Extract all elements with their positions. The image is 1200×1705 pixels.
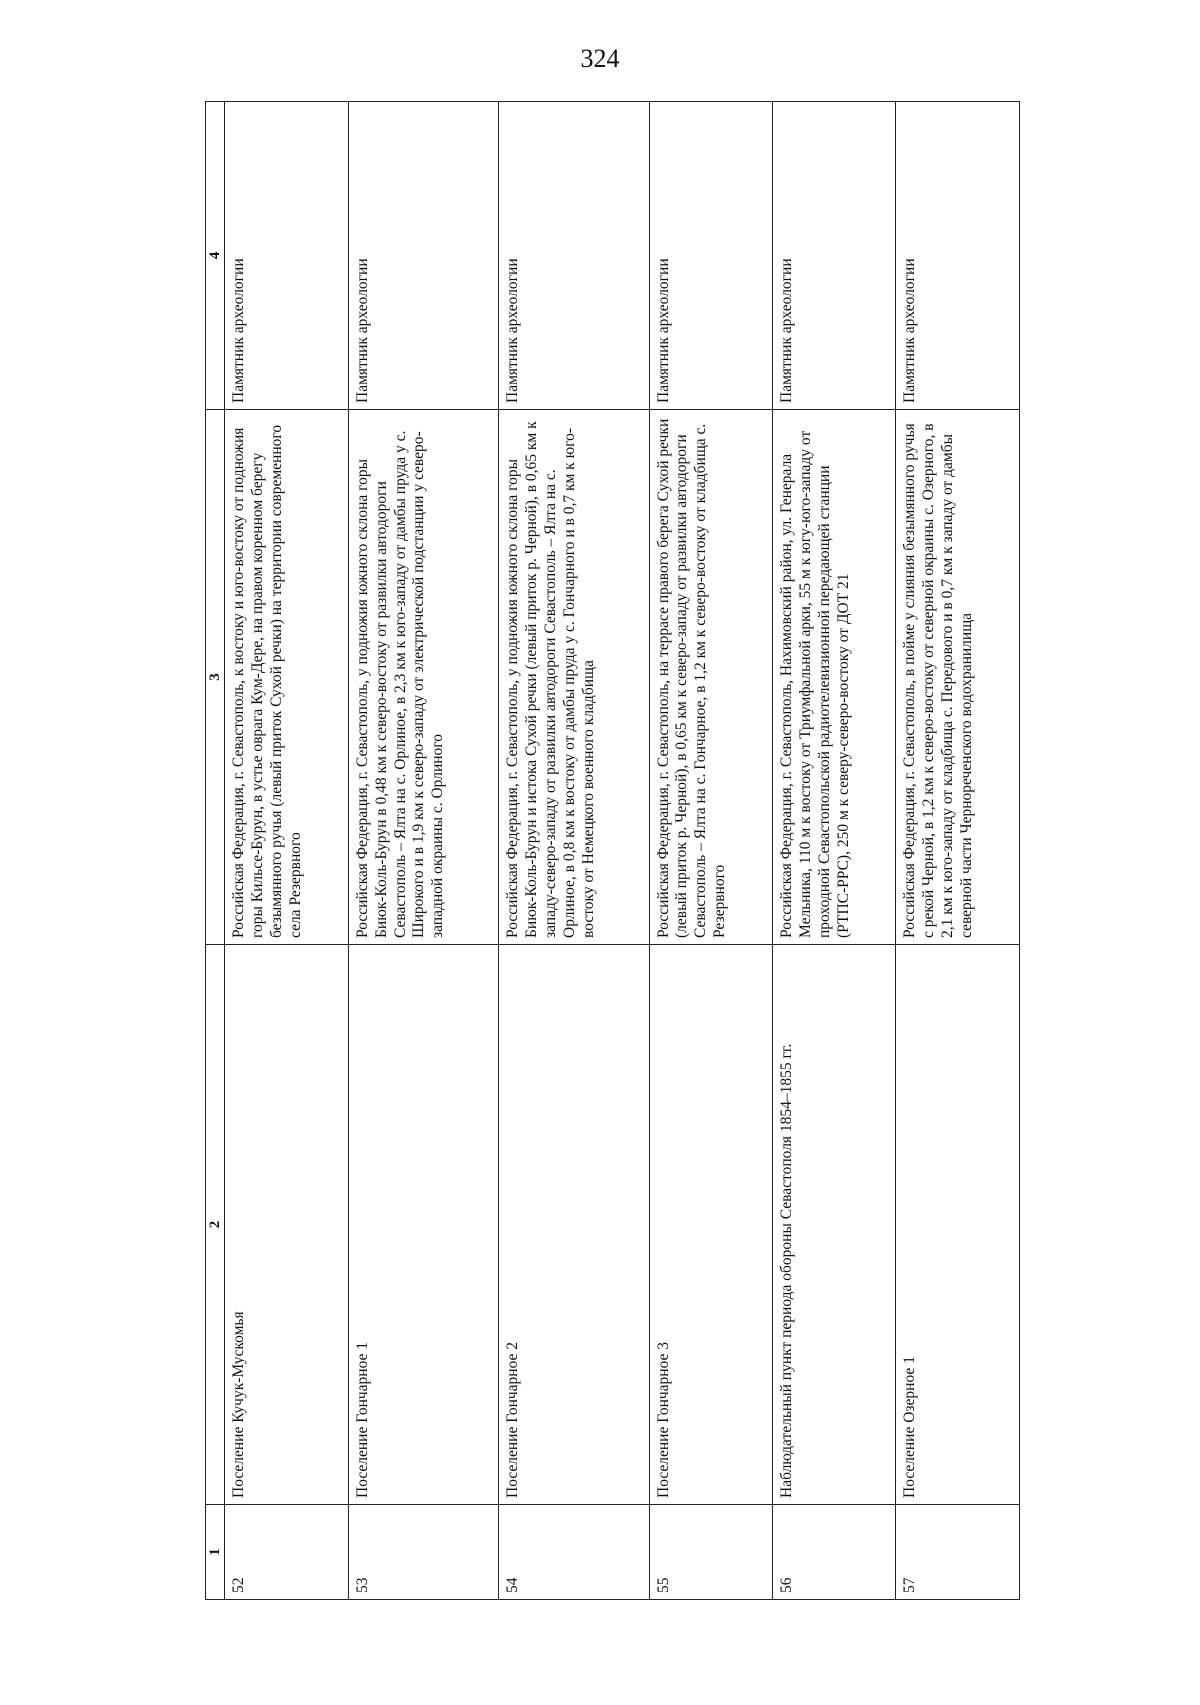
header-col-3: 3 [206,410,225,945]
object-location: Российская Федерация, г. Севастополь, к востоку и юго-востоку от подножия горы Кильсе-Бурун, в устье оврага Кум-Дере, на правом коренном берегу безымянного ручья (левый приток Сухой речки) на территории современного села Резервного [225,410,348,945]
header-col-1: 1 [206,1505,225,1600]
table-row [649,102,772,1600]
object-category: Памятник археологии [225,102,348,410]
object-name: Поселение Гончарное 2 [499,945,649,1505]
object-category: Памятник археологии [896,102,1020,410]
object-name: Поселение Озерное 1 [896,945,1020,1505]
object-location: Российская Федерация, г. Севастополь, у подножия южного склона горы Биюк-Коль-Бурун и истока Сухой речки (левый приток р. Черной), в 0,65 км к западу-северо-западу от развилки автодороги Севастополь – Ялта на с. Орлиное, в 0,8 км к востоку от дамбы пруда у с. Гончарного и в 0,7 км к юго-востоку от Немецкого военного кладбища [499,410,649,945]
object-category: Памятник археологии [773,102,896,410]
table-row [348,102,498,1600]
row-number: 53 [348,1505,498,1600]
header-col-4: 4 [206,102,225,410]
table-header-row [206,102,225,1600]
object-location: Российская Федерация, г. Севастополь, на террасе правого берега Сухой речки (левый приток р. Черной), в 0,65 км к северо-западу от развилки автодороги Севастополь – Ялта на с. Гончарное, в 1,2 км к северо-востоку от кладбища с. Резервного [649,410,772,945]
row-number: 52 [225,1505,348,1600]
page-number: 324 [580,44,620,73]
header-col-2: 2 [206,945,225,1505]
object-name: Поселение Гончарное 3 [649,945,772,1505]
table-row [896,102,1020,1600]
object-name: Наблюдательный пункт периода обороны Севастополя 1854–1855 гг. [773,945,896,1505]
table-row [499,102,649,1600]
table-row [773,102,896,1600]
object-category: Памятник археологии [499,102,649,410]
object-location: Российская Федерация, г. Севастополь, Нахимовский район, ул. Генерала Мельника, 110 м к востоку от Триумфальной арки, 55 м к югу-юго-западу от проходной Севастопольской радиотелевизионной передающей станции (РТПС-РРС), 250 м к северу-северо-востоку от ДОТ 21 [773,410,896,945]
row-number: 57 [896,1505,1020,1600]
object-name: Поселение Гончарное 1 [348,945,498,1505]
object-name: Поселение Кучук-Мускомья [225,945,348,1505]
object-category: Памятник археологии [649,102,772,410]
object-location: Российская Федерация, г. Севастополь, в пойме у слияния безымянного ручья с рекой Черной, в 1,2 км к северо-востоку от северной окраины с. Озерного, в 2,1 км к юго-западу от кладбища с. Передового и в 0,7 км к западу от дамбы северной части Чернореченского водохранилища [896,410,1020,945]
object-location: Российская Федерация, г. Севастополь, у подножия южного склона горы Биюк-Коль-Бурун в 0,48 км к северо-востоку от развилки автодороги Севастополь – Ялта на с. Орлиное, в 2,3 км к юго-западу от дамбы пруда у с. Широкого и в 1,9 км к северо-западу от электрической подстанции у северо-западной окраины с. Орлиного [348,410,498,945]
rotated-table-wrapper [205,102,1020,1600]
monuments-table [205,101,1020,1600]
row-number: 54 [499,1505,649,1600]
object-category: Памятник археологии [348,102,498,410]
row-number: 56 [773,1505,896,1600]
row-number: 55 [649,1505,772,1600]
table-row [225,102,348,1600]
